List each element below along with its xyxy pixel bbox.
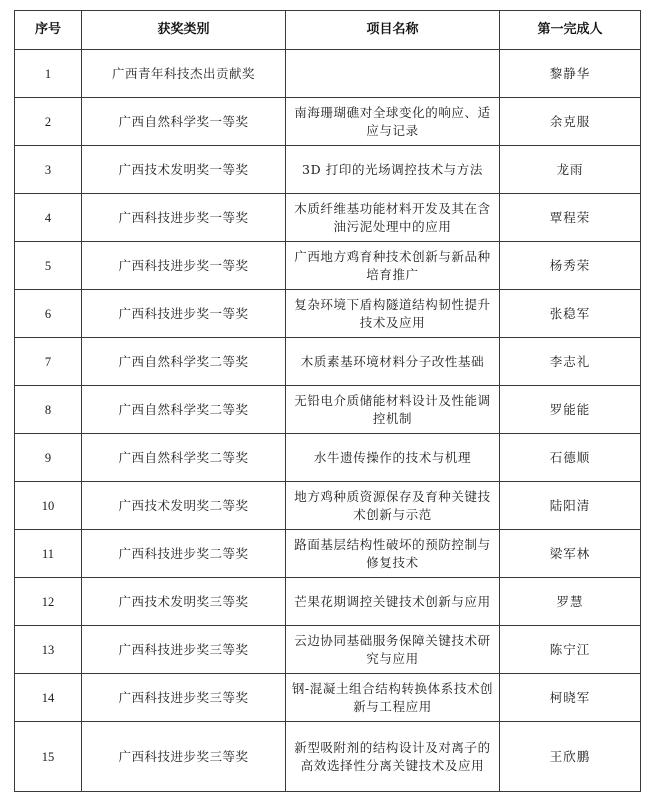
cell-seq: 7 [15,338,82,386]
cell-seq: 2 [15,98,82,146]
cell-seq: 12 [15,578,82,626]
cell-category: 广西科技进步奖三等奖 [82,674,286,722]
table-row [15,722,641,792]
cell-seq: 9 [15,434,82,482]
table-row [15,578,641,626]
cell-project: 木质纤维基功能材料开发及其在含油污泥处理中的应用 [286,194,500,242]
cell-person: 罗能能 [500,386,641,434]
cell-seq: 4 [15,194,82,242]
cell-person: 杨秀荣 [500,242,641,290]
cell-category: 广西技术发明奖一等奖 [82,146,286,194]
cell-seq: 15 [15,722,82,792]
cell-category: 广西技术发明奖三等奖 [82,578,286,626]
cell-person: 石德顺 [500,434,641,482]
cell-category: 广西青年科技杰出贡献奖 [82,50,286,98]
cell-project: 地方鸡种质资源保存及育种关键技术创新与示范 [286,482,500,530]
cell-person: 陆阳清 [500,482,641,530]
cell-seq: 3 [15,146,82,194]
cell-seq: 14 [15,674,82,722]
cell-person: 黎静华 [500,50,641,98]
cell-person: 龙雨 [500,146,641,194]
cell-category: 广西科技进步奖一等奖 [82,290,286,338]
cell-category: 广西自然科学奖二等奖 [82,338,286,386]
cell-project: 云边协同基础服务保障关键技术研究与应用 [286,626,500,674]
cell-project [286,50,500,98]
cell-project: 广西地方鸡育种技术创新与新品种培育推广 [286,242,500,290]
cell-project: 芒果花期调控关键技术创新与应用 [286,578,500,626]
header-seq: 序号 [15,11,82,50]
table-row [15,338,641,386]
table-row [15,146,641,194]
cell-category: 广西自然科学奖一等奖 [82,98,286,146]
cell-category: 广西自然科学奖二等奖 [82,386,286,434]
cell-seq: 1 [15,50,82,98]
header-person: 第一完成人 [500,11,641,50]
cell-category: 广西技术发明奖二等奖 [82,482,286,530]
cell-project: 南海珊瑚礁对全球变化的响应、适应与记录 [286,98,500,146]
awards-table [14,10,641,792]
cell-project: 路面基层结构性破坏的预防控制与修复技术 [286,530,500,578]
table-row [15,674,641,722]
cell-person: 李志礼 [500,338,641,386]
header-category: 获奖类别 [82,11,286,50]
cell-category: 广西自然科学奖二等奖 [82,434,286,482]
cell-seq: 8 [15,386,82,434]
cell-category: 广西科技进步奖一等奖 [82,242,286,290]
cell-project: 3D 打印的光场调控技术与方法 [286,146,500,194]
cell-seq: 10 [15,482,82,530]
cell-category: 广西科技进步奖一等奖 [82,194,286,242]
cell-person: 罗慧 [500,578,641,626]
table-row [15,434,641,482]
cell-person: 柯晓军 [500,674,641,722]
cell-category: 广西科技进步奖三等奖 [82,722,286,792]
table-row [15,50,641,98]
cell-person: 张稳军 [500,290,641,338]
table-row [15,242,641,290]
cell-project: 新型吸附剂的结构设计及对离子的高效选择性分离关键技术及应用 [286,722,500,792]
cell-category: 广西科技进步奖二等奖 [82,530,286,578]
table-row [15,386,641,434]
table-row [15,290,641,338]
cell-seq: 11 [15,530,82,578]
table-row [15,482,641,530]
cell-seq: 13 [15,626,82,674]
cell-person: 梁军林 [500,530,641,578]
table-header-row [15,11,641,50]
cell-project: 复杂环境下盾构隧道结构韧性提升技术及应用 [286,290,500,338]
table-row [15,626,641,674]
cell-project: 钢-混凝土组合结构转换体系技术创新与工程应用 [286,674,500,722]
cell-person: 王欣鹏 [500,722,641,792]
cell-category: 广西科技进步奖三等奖 [82,626,286,674]
cell-project: 无铅电介质储能材料设计及性能调控机制 [286,386,500,434]
cell-person: 陈宁江 [500,626,641,674]
cell-seq: 6 [15,290,82,338]
cell-seq: 5 [15,242,82,290]
cell-project: 木质素基环境材料分子改性基础 [286,338,500,386]
cell-person: 余克服 [500,98,641,146]
cell-project: 水牛遗传操作的技术与机理 [286,434,500,482]
cell-person: 覃程荣 [500,194,641,242]
table-row [15,194,641,242]
table-row [15,98,641,146]
table-row [15,530,641,578]
header-project: 项目名称 [286,11,500,50]
